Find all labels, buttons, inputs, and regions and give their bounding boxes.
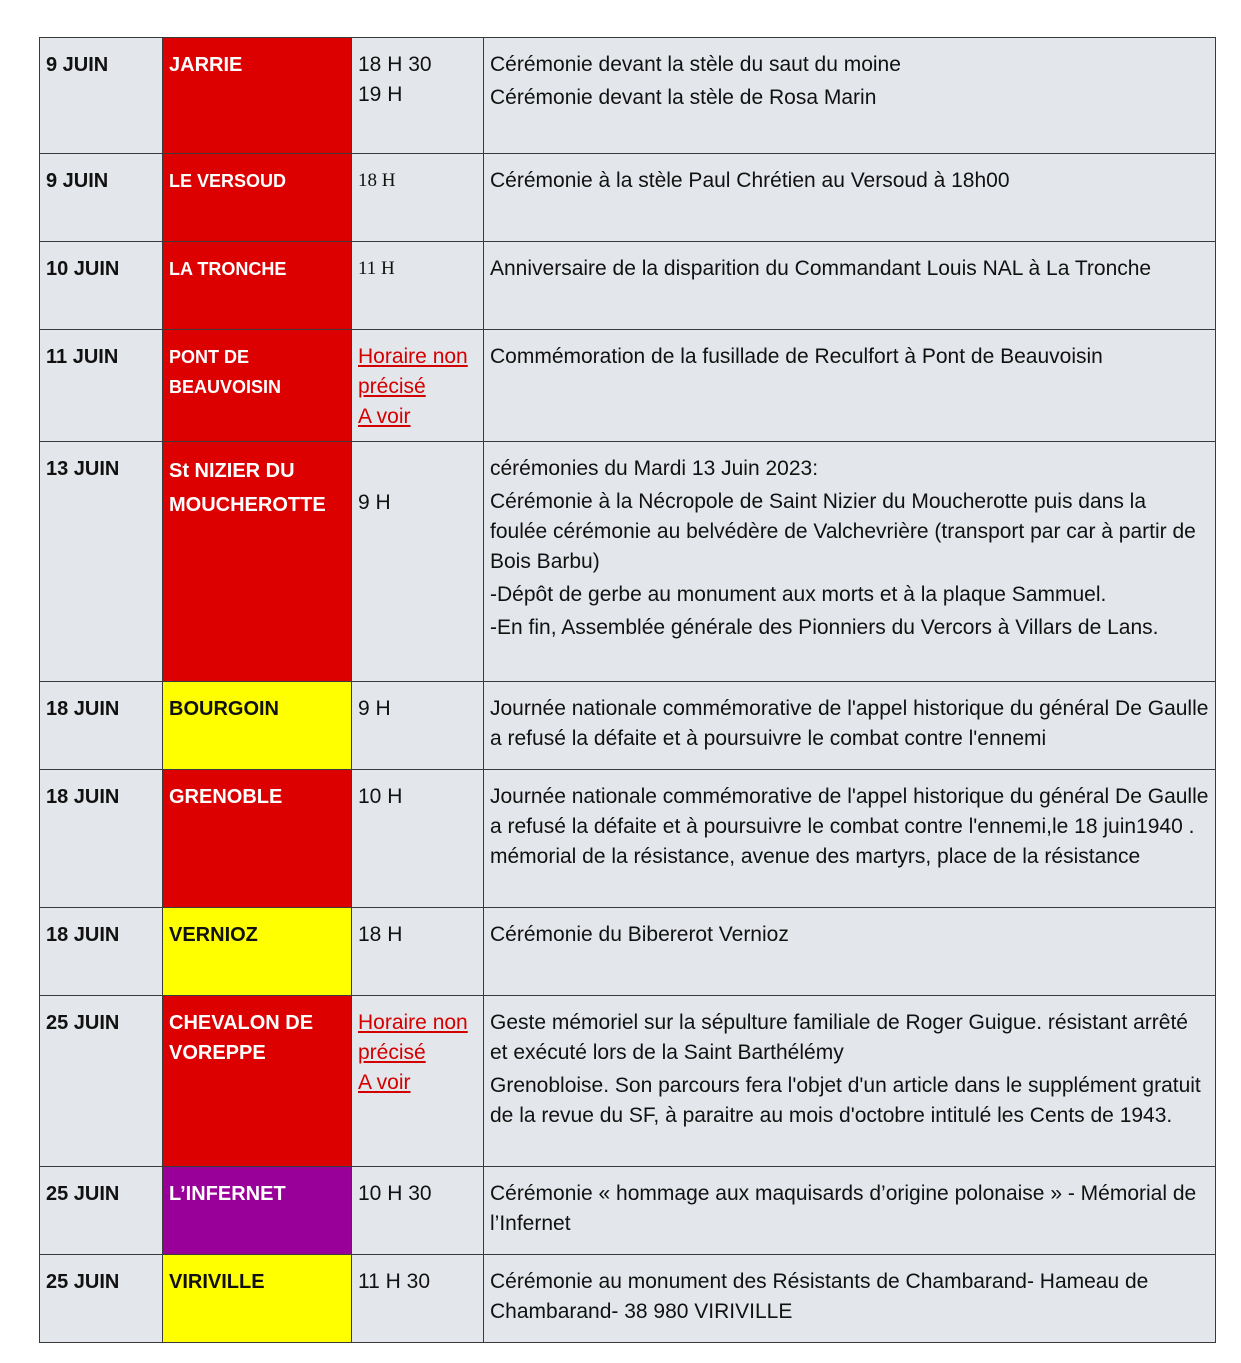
time-cell — [352, 770, 484, 908]
date-cell: 25 JUIN — [40, 1167, 163, 1255]
description-text: cérémonies du Mardi 13 Juin 2023: — [490, 457, 819, 480]
time-cell — [352, 154, 484, 242]
place-cell: GRENOBLE — [163, 770, 352, 908]
description-text: Cérémonie à la Nécropole de Saint Nizier du Moucherotte puis dans la foulée cérémonie au belvédère de Valchevrière (transport par car à partir de Bois Barbu) — [490, 490, 1196, 573]
description-text: Geste mémoriel sur la sépulture familiale de Roger Guigue. résistant arrêté et exécuté lors de la Saint Barthélémy — [490, 1011, 1188, 1064]
time-cell — [352, 908, 484, 996]
time-unspecified-note: A voir — [358, 1071, 411, 1094]
time-cell — [352, 442, 484, 682]
description-text: Journée nationale commémorative de l'appel historique du général De Gaulle a refusé la défaite et à poursuivre le combat contre l'ennemi,le 18 juin1940 . mémorial de la résistance, avenue des martyrs, place de la résistance — [490, 785, 1209, 868]
time-cell — [352, 996, 484, 1167]
description-text: Cérémonie au monument des Résistants de Chambarand- Hameau de Chambarand- 38 980 VIRIVILLE — [490, 1270, 1149, 1323]
description-cell — [484, 1255, 1216, 1343]
description-text: -Dépôt de gerbe au monument aux morts et à la plaque Sammuel. — [490, 583, 1107, 606]
time-value: 18 H — [358, 923, 403, 946]
description-text: Journée nationale commémorative de l'appel historique du général De Gaulle a refusé la défaite et à poursuivre le combat contre l'ennemi — [490, 697, 1209, 750]
description-cell — [484, 242, 1216, 330]
place-cell: St NIZIER DU MOUCHEROTTE — [163, 442, 352, 682]
time-value: 11 H 30 — [358, 1270, 430, 1293]
table-row — [40, 154, 1216, 242]
description-cell — [484, 330, 1216, 442]
time-cell — [352, 1167, 484, 1255]
date-cell: 13 JUIN — [40, 442, 163, 682]
time-value: 9 H — [358, 491, 391, 514]
time-value: 19 H — [358, 83, 403, 106]
date-cell: 25 JUIN — [40, 1255, 163, 1343]
description-cell — [484, 682, 1216, 770]
description-text: Cérémonie « hommage aux maquisards d’origine polonaise » - Mémorial de l’Infernet — [490, 1182, 1197, 1235]
date-cell: 9 JUIN — [40, 154, 163, 242]
time-unspecified-note: Horaire non précisé — [358, 1011, 468, 1064]
time-value: 10 H — [358, 785, 403, 808]
place-cell: LE VERSOUD — [163, 154, 352, 242]
description-text: Cérémonie devant la stèle de Rosa Marin — [490, 86, 877, 109]
date-cell: 9 JUIN — [40, 38, 163, 154]
time-cell — [352, 38, 484, 154]
description-text: Commémoration de la fusillade de Reculfort à Pont de Beauvoisin — [490, 345, 1103, 368]
place-cell: JARRIE — [163, 38, 352, 154]
time-value: 9 H — [358, 697, 391, 720]
place-cell: VERNIOZ — [163, 908, 352, 996]
table-row — [40, 242, 1216, 330]
time-value: 18 H — [358, 170, 396, 191]
table-row — [40, 682, 1216, 770]
description-text: Cérémonie à la stèle Paul Chrétien au Versoud à 18h00 — [490, 169, 1010, 192]
description-text: Cérémonie du Bibererot Vernioz — [490, 923, 789, 946]
description-cell — [484, 1167, 1216, 1255]
description-cell — [484, 770, 1216, 908]
time-value: 18 H 30 — [358, 53, 432, 76]
table-row — [40, 996, 1216, 1167]
description-text: -En fin, Assemblée générale des Pionniers du Vercors à Villars de Lans. — [490, 616, 1159, 639]
time-unspecified-note: Horaire non précisé — [358, 345, 468, 398]
description-cell — [484, 154, 1216, 242]
table-row — [40, 770, 1216, 908]
table-row — [40, 908, 1216, 996]
table-row — [40, 38, 1216, 154]
description-text: Anniversaire de la disparition du Commandant Louis NAL à La Tronche — [490, 257, 1152, 280]
place-cell: LA TRONCHE — [163, 242, 352, 330]
description-text: Cérémonie devant la stèle du saut du moine — [490, 53, 901, 76]
table-row — [40, 1167, 1216, 1255]
description-cell — [484, 908, 1216, 996]
table-row — [40, 442, 1216, 682]
description-cell — [484, 38, 1216, 154]
description-cell — [484, 442, 1216, 682]
time-cell — [352, 242, 484, 330]
date-cell: 10 JUIN — [40, 242, 163, 330]
table-row — [40, 1255, 1216, 1343]
date-cell: 25 JUIN — [40, 996, 163, 1167]
place-cell: BOURGOIN — [163, 682, 352, 770]
time-value: 10 H 30 — [358, 1182, 432, 1205]
date-cell: 11 JUIN — [40, 330, 163, 442]
place-cell: CHEVALON DE VOREPPE — [163, 996, 352, 1167]
time-value: 11 H — [358, 258, 395, 279]
table-row — [40, 330, 1216, 442]
description-cell — [484, 996, 1216, 1167]
place-cell: L’INFERNET — [163, 1167, 352, 1255]
time-unspecified-note: A voir — [358, 405, 411, 428]
date-cell: 18 JUIN — [40, 682, 163, 770]
time-cell — [352, 682, 484, 770]
place-cell: VIRIVILLE — [163, 1255, 352, 1343]
date-cell: 18 JUIN — [40, 770, 163, 908]
place-cell: PONT DE BEAUVOISIN — [163, 330, 352, 442]
time-cell — [352, 330, 484, 442]
description-text: Grenobloise. Son parcours fera l'objet d'un article dans le supplément gratuit de la revue du SF, à paraitre au mois d'octobre intitulé les Cents de 1943. — [490, 1074, 1201, 1127]
ceremony-schedule-table — [39, 37, 1216, 1343]
date-cell: 18 JUIN — [40, 908, 163, 996]
time-cell — [352, 1255, 484, 1343]
